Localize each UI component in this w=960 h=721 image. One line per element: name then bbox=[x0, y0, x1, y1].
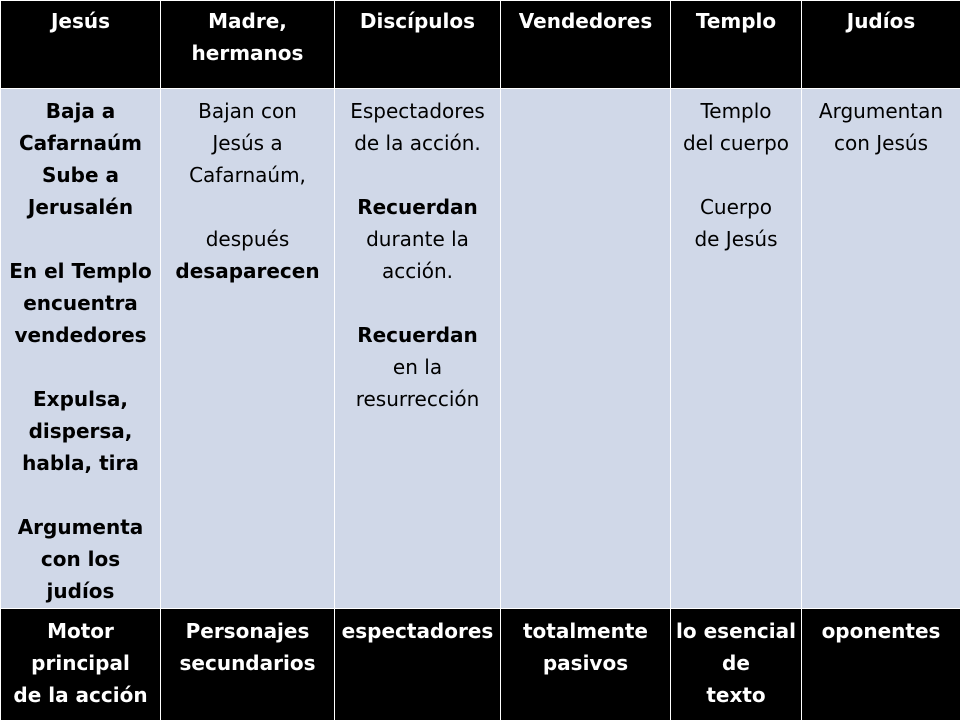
madre-line: Jesús a bbox=[165, 127, 330, 159]
header-row bbox=[1, 1, 960, 89]
footer-line: pasivos bbox=[505, 647, 666, 679]
judios-line: con Jesús bbox=[806, 127, 956, 159]
footer-line: Personajes bbox=[165, 615, 330, 647]
cell-templo bbox=[671, 89, 802, 609]
footer-line: espectadores bbox=[339, 615, 496, 647]
judios-line: Argumentan bbox=[806, 95, 956, 127]
footer-line: de la acción bbox=[5, 679, 156, 711]
discipulos-line-bold: Recuerdan bbox=[339, 191, 496, 223]
header-madre-text: Madre, hermanos bbox=[165, 5, 330, 69]
jesus-line: Sube a bbox=[5, 159, 156, 191]
footer-line: de bbox=[675, 647, 797, 679]
templo-line: Cuerpo bbox=[675, 191, 797, 223]
footer-lo-esencial bbox=[671, 609, 802, 721]
footer-line: lo esencial bbox=[675, 615, 797, 647]
footer-totalmente-pasivos bbox=[501, 609, 671, 721]
footer-personajes-secundarios bbox=[161, 609, 335, 721]
footer-line: Motor bbox=[5, 615, 156, 647]
header-jesus-text: Jesús bbox=[5, 5, 156, 37]
header-templo bbox=[671, 1, 802, 89]
jesus-line: habla, tira bbox=[5, 447, 156, 479]
header-templo-text: Templo bbox=[675, 5, 797, 37]
header-vendedores-text: Vendedores bbox=[505, 5, 666, 37]
footer-line: principal bbox=[5, 647, 156, 679]
header-judios-text: Judíos bbox=[806, 5, 956, 37]
header-judios bbox=[802, 1, 960, 89]
madre-line: después bbox=[165, 223, 330, 255]
jesus-line: judíos bbox=[5, 575, 156, 607]
cell-madre-hermanos bbox=[161, 89, 335, 609]
jesus-line: Baja a bbox=[5, 95, 156, 127]
jesus-line: con los bbox=[5, 543, 156, 575]
discipulos-line: en la bbox=[339, 351, 496, 383]
discipulos-line: resurrección bbox=[339, 383, 496, 415]
body-row bbox=[1, 89, 960, 609]
cell-vendedores bbox=[501, 89, 671, 609]
footer-motor-principal bbox=[1, 609, 161, 721]
footer-espectadores bbox=[335, 609, 501, 721]
discipulos-line-bold: Recuerdan bbox=[339, 319, 496, 351]
discipulos-line: Espectadores bbox=[339, 95, 496, 127]
footer-oponentes bbox=[802, 609, 960, 721]
footer-line: totalmente bbox=[505, 615, 666, 647]
jesus-line: Argumenta bbox=[5, 511, 156, 543]
templo-line: Templo bbox=[675, 95, 797, 127]
header-discipulos-text: Discípulos bbox=[339, 5, 496, 37]
footer-line: secundarios bbox=[165, 647, 330, 679]
jesus-line: Cafarnaúm bbox=[5, 127, 156, 159]
footer-line: oponentes bbox=[806, 615, 956, 647]
cell-judios bbox=[802, 89, 960, 609]
jesus-line: dispersa, bbox=[5, 415, 156, 447]
jesus-line: Jerusalén bbox=[5, 191, 156, 223]
jesus-line: vendedores bbox=[5, 319, 156, 351]
jesus-line: encuentra bbox=[5, 287, 156, 319]
header-discipulos bbox=[335, 1, 501, 89]
madre-line: Cafarnaúm, bbox=[165, 159, 330, 191]
discipulos-line: acción. bbox=[339, 255, 496, 287]
madre-line-bold: desaparecen bbox=[165, 255, 330, 287]
templo-line: del cuerpo bbox=[675, 127, 797, 159]
header-vendedores bbox=[501, 1, 671, 89]
footer-row bbox=[1, 609, 960, 721]
discipulos-line: de la acción. bbox=[339, 127, 496, 159]
cell-jesus bbox=[1, 89, 161, 609]
header-madre-hermanos bbox=[161, 1, 335, 89]
header-jesus bbox=[1, 1, 161, 89]
jesus-line: Expulsa, bbox=[5, 383, 156, 415]
discipulos-line: durante la bbox=[339, 223, 496, 255]
templo-line: de Jesús bbox=[675, 223, 797, 255]
jesus-line: En el Templo bbox=[5, 255, 156, 287]
madre-line: Bajan con bbox=[165, 95, 330, 127]
cell-discipulos bbox=[335, 89, 501, 609]
footer-line: texto bbox=[675, 679, 797, 711]
